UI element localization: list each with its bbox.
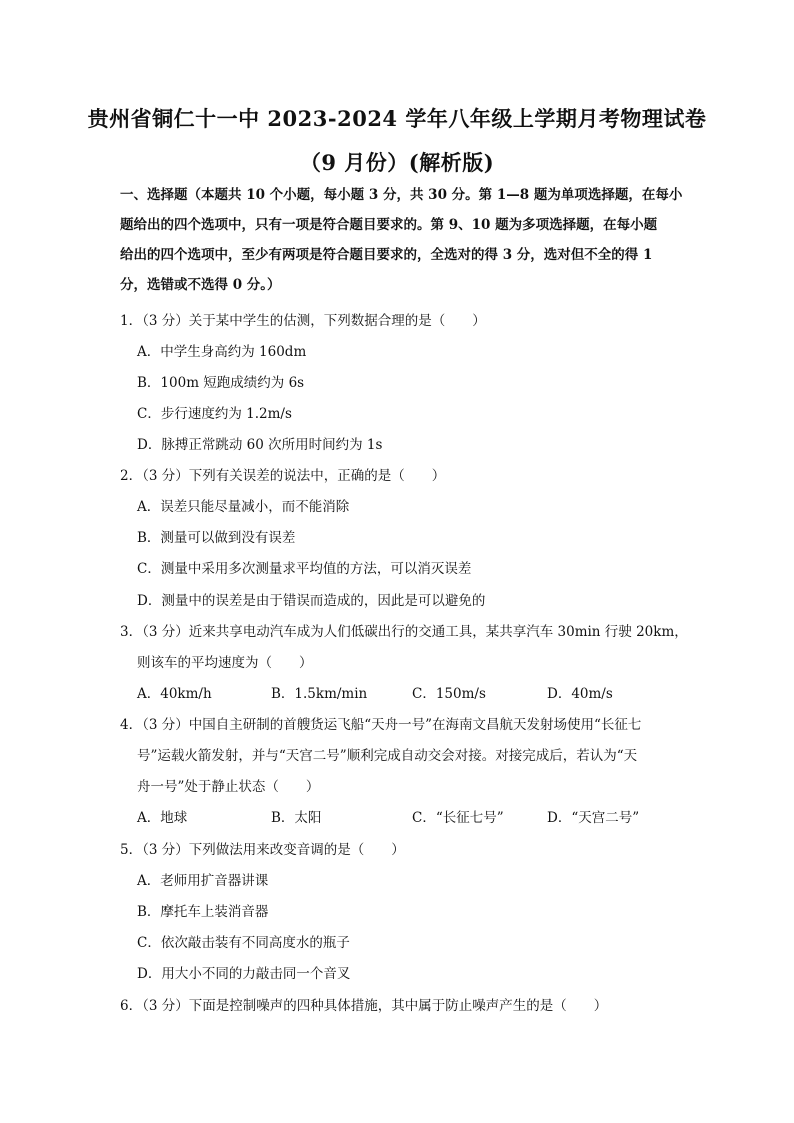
question-1-stem: 1．（3 分）关于某中学生的估测，下列数据合理的是（ ） [120,313,486,329]
question-4-option-a: A．地球 [137,810,188,826]
question-3-stem: 3．（3 分）近来共享电动汽车成为人们低碳出行的交通工具，某共享汽车 30min 行驶 20km， [120,624,688,640]
question-6-stem: 6．（3 分）下面是控制噪声的四种具体措施，其中属于防止噪声产生的是（ ） [120,998,608,1014]
section-line: 分，选错或不选得 0 分。） [120,277,281,293]
question-2-stem: 2．（3 分）下列有关误差的说法中，正确的是（ ） [120,468,446,484]
question-4-option-b: B．太阳 [271,810,322,826]
question-5-option-a: A．老师用扩音器讲课 [137,873,269,889]
question-1-option-d: D．脉搏正常跳动 60 次所用时间约为 1s [137,437,383,453]
question-4-option-c: C．“长征七号” [412,810,504,826]
question-1-option-c: C．步行速度约为 1.2m/s [137,406,292,422]
question-4-stem-cont: 舟一号”处于静止状态（ ） [137,779,320,795]
question-3-stem-cont: 则该车的平均速度为（ ） [137,655,313,671]
section-line: 题给出的四个选项中，只有一项是符合题目要求的。第 9、10 题为多项选择题，在每小题 [120,217,658,233]
question-3-option-a: A．40km/h [137,686,212,702]
section-instructions [120,180,683,300]
question-3-option-b: B．1.5km/min [271,686,368,702]
section-line: 一、选择题（本题共 10 个小题，每小题 3 分，共 30 分。第 1—8 题为单项选择题，在每小 [120,187,683,203]
question-5-option-c: C．依次敲击装有不同高度水的瓶子 [137,935,350,951]
question-5-stem: 5．（3 分）下列做法用来改变音调的是（ ） [120,842,405,858]
question-2-option-a: A．误差只能尽量减小，而不能消除 [137,499,350,515]
question-1-option-b: B．100m 短跑成绩约为 6s [137,375,305,391]
question-4-stem: 4．（3 分）中国自主研制的首艘货运飞船“天舟一号”在海南文昌航天发射场使用“长征七 [120,717,642,733]
question-3-option-d: D．40m/s [547,686,613,702]
question-5-option-d: D．用大小不同的力敲击同一个音叉 [137,966,351,982]
question-1-option-a: A．中学生身高约为 160dm [137,344,307,360]
question-4-option-d: D．“天宫二号” [547,810,640,826]
section-line: 给出的四个选项中，至少有两项是符合题目要求的，全选对的得 3 分，选对但不全的得 1 [120,247,653,263]
question-2-option-b: B．测量可以做到没有误差 [137,530,296,546]
document-title: 贵州省铜仁十一中 2023-2024 学年八年级上学期月考物理试卷 [87,106,707,131]
question-2-option-c: C．测量中采用多次测量求平均值的方法，可以消灭误差 [137,561,472,577]
document-subtitle: （9 月份）(解析版) [299,150,495,175]
question-4-stem-cont: 号”运载火箭发射，并与“天宫二号”顺利完成自动交会对接。对接完成后，若认为“天 [137,748,638,764]
question-2-option-d: D．测量中的误差是由于错误而造成的，因此是可以避免的 [137,593,486,609]
question-3-option-c: C．150m/s [412,686,486,702]
question-5-option-b: B．摩托车上装消音器 [137,904,269,920]
